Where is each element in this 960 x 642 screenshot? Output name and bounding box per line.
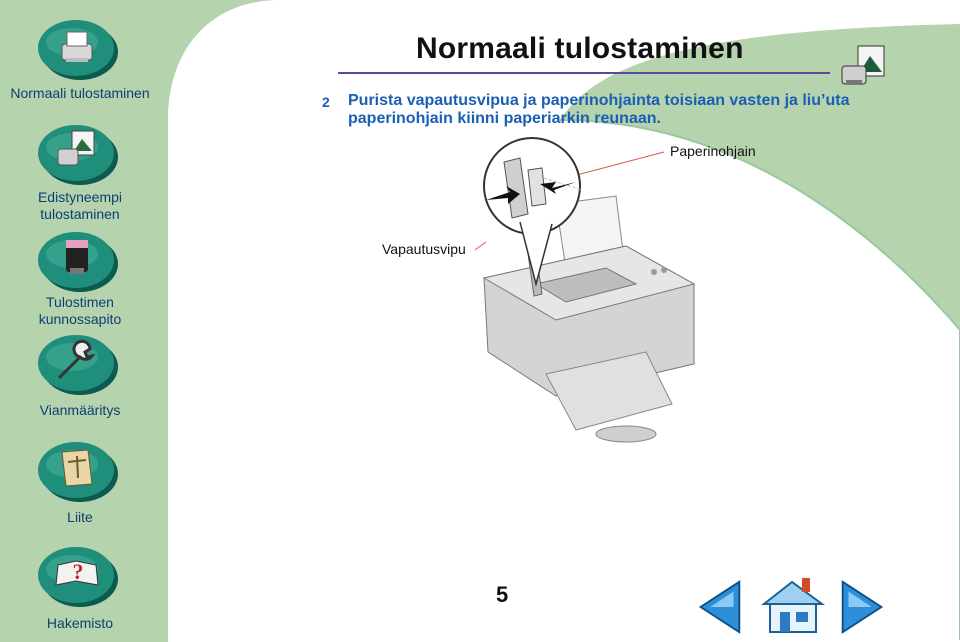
sidebar-item-liite[interactable] — [0, 432, 160, 527]
sidebar-item-label: Edistyneempi tulostaminen — [37, 189, 123, 222]
sidebar-item-label: Tulostimen kunnossapito — [38, 294, 122, 327]
sidebar-item-vianmaaritys[interactable] — [0, 325, 160, 420]
callout-release-lever: Vapautusvipu — [382, 241, 466, 257]
home-icon[interactable] — [758, 574, 828, 638]
printer-icon — [36, 14, 120, 82]
photo-print-icon — [36, 119, 120, 187]
sidebar-item-edistyneempi-tulostaminen[interactable] — [0, 115, 160, 230]
photo-print-icon — [838, 44, 888, 88]
printer-illustration — [476, 134, 712, 446]
page-title: Normaali tulostaminen — [416, 32, 744, 65]
step-instruction: Purista vapautusvipua ja paperinohjainta toisiaan vasten ja liu’uta paperinohjain kiinni paperiarkin reunaan. — [348, 92, 850, 127]
scroll-scales-icon — [36, 436, 120, 504]
sidebar-item-normaali-tulostaminen[interactable] — [0, 10, 160, 105]
arrow-left-icon[interactable] — [694, 578, 744, 636]
sidebar-item-hakemisto[interactable] — [0, 537, 160, 637]
sidebar-item-label: Normaali tulostaminen — [10, 85, 150, 101]
step-number: 2 — [322, 94, 330, 110]
sidebar-item-label: Vianmääritys — [39, 402, 121, 418]
question-book-icon — [36, 541, 120, 609]
sidebar-item-tulostimen-kunnossapito[interactable] — [0, 222, 160, 332]
svg-text:?: ? — [72, 559, 84, 584]
callout-paper-guide: Paperinohjain — [670, 143, 756, 159]
arrow-right-icon[interactable] — [838, 578, 888, 636]
sidebar-item-label: Hakemisto — [46, 615, 114, 631]
sidebar-item-label: Liite — [67, 509, 93, 525]
title-divider — [338, 72, 830, 74]
ink-cartridge-icon — [36, 226, 120, 294]
wrench-icon — [36, 329, 120, 397]
page-number: 5 — [496, 582, 509, 607]
